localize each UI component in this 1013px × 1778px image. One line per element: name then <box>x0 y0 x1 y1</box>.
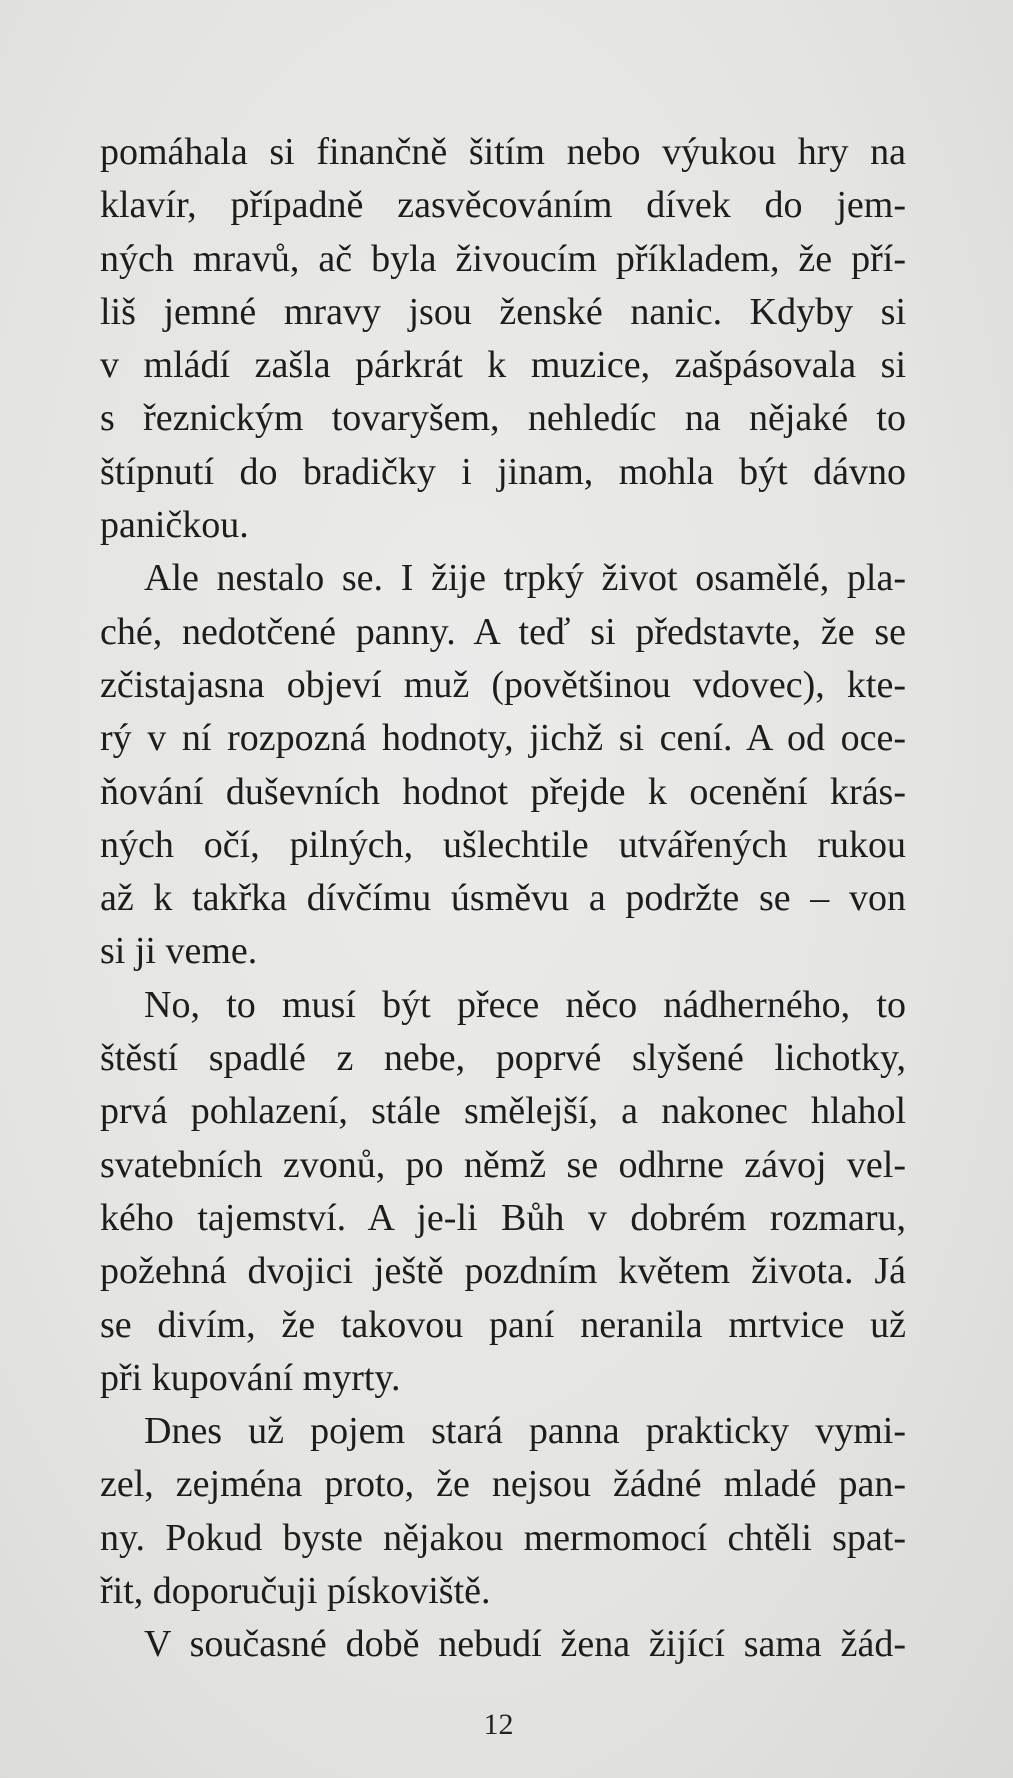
text-line: zel, zejména proto, že nejsou žádné mladé pan- <box>100 1463 906 1506</box>
text-line: ché, nedotčené panny. A teď si představte, že se <box>100 610 906 653</box>
page-number: 12 <box>483 1708 514 1741</box>
text-line: ných očí, pilných, ušlechtile utvářených rukou <box>100 823 906 866</box>
text-line: pomáhala si finančně šitím nebo výukou hry na <box>100 131 906 173</box>
text-line: No, to musí být přece něco nádherného, to <box>144 983 906 1026</box>
text-line: Dnes už pojem stará panna prakticky vymi- <box>144 1410 906 1453</box>
text-line: s řeznickým tovaryšem, nehledíc na nějaké to <box>100 397 906 440</box>
text-line: klavír, případně zasvěcováním dívek do jem- <box>100 184 906 227</box>
text-line: Ale nestalo se. I žije trpký život osamělé, pla- <box>144 557 906 600</box>
text-line: V současné době nebudí žena žijící sama žád- <box>144 1623 906 1666</box>
text-line: rý v ní rozpozná hodnoty, jichž si cení. A od oce- <box>100 717 906 760</box>
text-line: ných mravů, ač byla živoucím příkladem, že pří- <box>100 237 906 280</box>
text-line: štěstí spadlé z nebe, poprvé slyšené lichotky, <box>100 1037 906 1080</box>
text-line: zčistajasna objeví muž (povětšinou vdovec), kte- <box>100 663 906 706</box>
text-line: si ji veme. <box>100 930 258 973</box>
text-line: ny. Pokud byste nějakou mermomocí chtěli spat- <box>100 1516 906 1559</box>
text-line: při kupování myrty. <box>100 1356 401 1399</box>
text-line: paničkou. <box>100 504 249 547</box>
text-line: až k takřka dívčímu úsměvu a podržte se – von <box>100 877 906 920</box>
text-line: řit, doporučuji pískoviště. <box>100 1570 491 1613</box>
text-line: liš jemné mravy jsou ženské nanic. Kdyby si <box>100 290 906 333</box>
body-text <box>100 126 906 1672</box>
text-line: svatebních zvonů, po němž se odhrne závoj vel- <box>100 1143 906 1186</box>
text-line: požehná dvojici ještě pozdním květem života. Já <box>100 1250 906 1293</box>
text-line: kého tajemství. A je-li Bůh v dobrém rozmaru, <box>100 1196 906 1239</box>
text-line: ňování duševních hodnot přejde k ocenění krás- <box>100 770 906 813</box>
text-line: štípnutí do bradičky i jinam, mohla být dávno <box>100 450 906 493</box>
text-line: prvá pohlazení, stále smělejší, a nakonec hlahol <box>100 1090 906 1133</box>
text-line: se divím, že takovou paní neranila mrtvice už <box>100 1303 906 1346</box>
text-line: v mládí zašla párkrát k muzice, zašpásovala si <box>100 344 906 387</box>
